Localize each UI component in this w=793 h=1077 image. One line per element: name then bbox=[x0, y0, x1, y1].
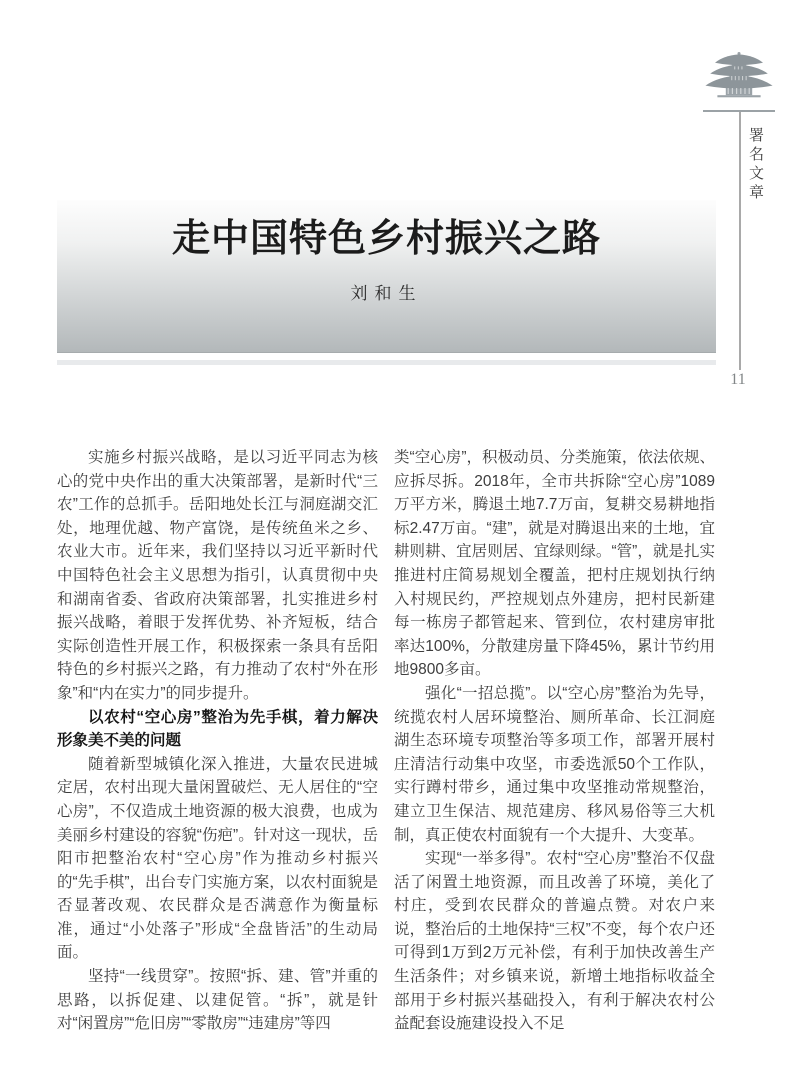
margin-vertical-rule bbox=[739, 112, 741, 370]
paragraph: 实施乡村振兴战略，是以习近平同志为核心的党中央作出的重大决策部署，是新时代“三农”工作的总抓手。岳阳地处长江与洞庭湖交汇处，地理优越、物产富饶，是传统鱼米之乡、农业大市。近年来，我们坚持以习近平新时代中国特色社会主义思想为指引，认真贯彻中央和湖南省委、省政府决策部署，扎实推进乡村振兴战略，着眼于发挥优势、补齐短板，结合实际创造性开展工作，积极探索一条具有岳阳特色的乡村振兴之路，有力推动了农村“外在形象”和“内在实力”的同步提升。 bbox=[57, 449, 378, 702]
article-author: 刘和生 bbox=[350, 284, 423, 303]
article-body bbox=[57, 446, 716, 1036]
paragraph: 随着新型城镇化深入推进，大量农民进城定居，农村出现大量闲置破烂、无人居住的“空心房”，不仅造成土地资源的极大浪费，也成为美丽乡村建设的容貌“伤疤”。针对这一现状，岳阳市把整治农村“空心房”作为推动乡村振兴的“先手棋”，出台专门实施方案，以农村面貌是否显著改观、农民群众是否满意作为衡量标准，通过“小处落子”形成“全盘皆活”的生动局面。 bbox=[57, 755, 378, 962]
column-category-label: 署名文章 bbox=[747, 127, 764, 203]
article-title: 走中国特色乡村振兴之路 bbox=[171, 218, 601, 260]
paragraph: 坚持“一线贯穿”。按照“拆、建、管”并重的思路，以拆促建、以建促管。“拆”，就是针对“闲置房”“危旧房”“零散房”“违建房”等四 bbox=[57, 968, 378, 1033]
banner-shadow-bar bbox=[57, 360, 716, 365]
paragraph-continuation: 类“空心房”，积极动员、分类施策，依法依规、应拆尽拆。2018年，全市共拆除“空心房”1089万平方米，腾退土地7.7万亩，复耕交易耕地指标2.47万亩。“建”，就是对腾退出来的土地，宜耕则耕、宜居则居、宜绿则绿。“管”，就是扎实推进村庄简易规划全覆盖，把村庄规划执行纳入村规民约，严控规划点外建房，把村民新建每一栋房子都管起来、管到位，农村建房审批率达100%，分散建房量下降45%，累计节约用地9800多亩。 bbox=[394, 449, 715, 679]
left-column bbox=[57, 446, 378, 1036]
paragraph: 实现“一举多得”。农村“空心房”整治不仅盘活了闲置土地资源，而且改善了环境，美化了村庄，受到农民群众的普遍点赞。对农户来说，整治后的土地保持“三权”不变，每个农户还可得到1万到2万元补偿，有利于加快改善生产生活条件；对乡镇来说，新增土地指标收益全部用于乡村振兴基础投入，有利于解决农村公益配套设施建设投入不足 bbox=[394, 850, 715, 1033]
page-number: 11 bbox=[730, 371, 746, 388]
yueyang-tower-icon bbox=[702, 52, 776, 112]
title-banner bbox=[57, 200, 716, 353]
right-column bbox=[394, 446, 715, 1036]
section-subheading: 以农村“空心房”整治为先手棋，着力解决形象美不美的问题 bbox=[57, 708, 378, 750]
paragraph: 强化“一招总揽”。以“空心房”整治为先导，统揽农村人居环境整治、厕所革命、长江洞庭湖生态环境专项整治等多项工作，部署开展村庄清洁行动集中攻坚，市委选派50个工作队，实行蹲村带乡，通过集中攻坚推动常规整治，建立卫生保洁、规范建房、移风易俗等三大机制，真正使农村面貌有一个大提升、大变革。 bbox=[394, 684, 715, 844]
